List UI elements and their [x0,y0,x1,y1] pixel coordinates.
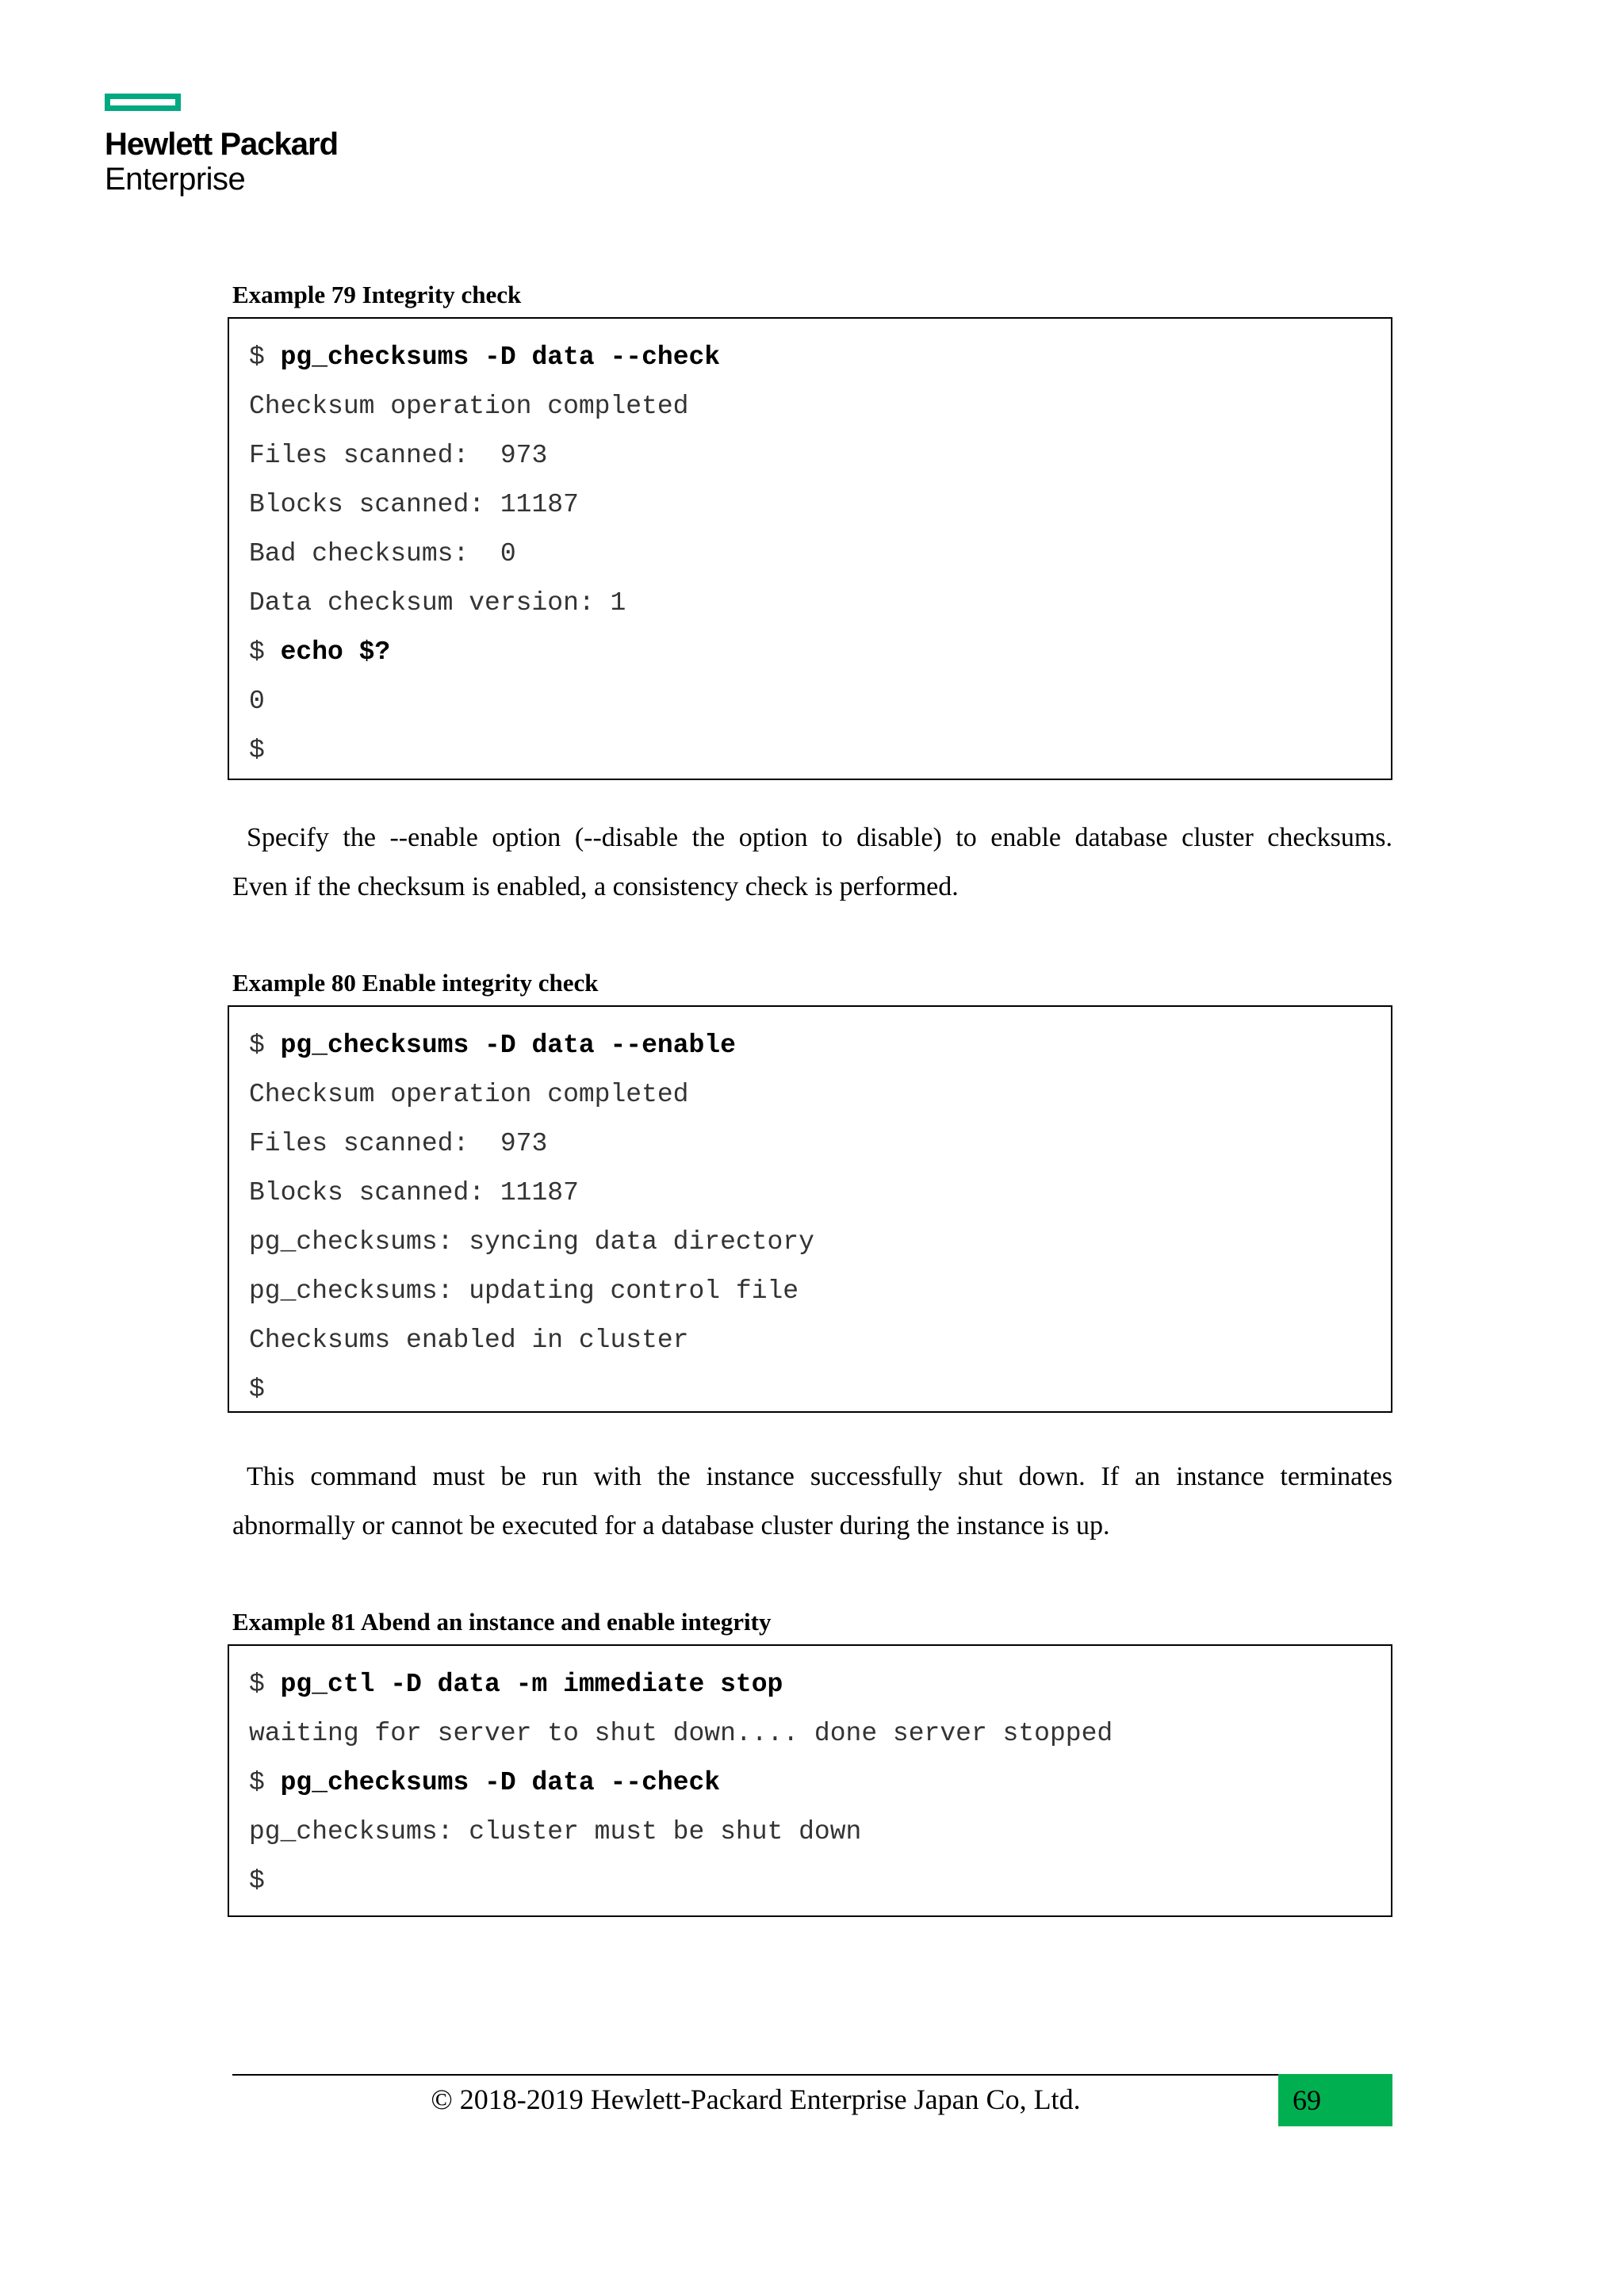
example-80-code-block [228,1005,1392,1413]
code-output-line: Files scanned: 973 [249,1129,548,1158]
paragraph-shutdown-note [232,1452,1392,1551]
code-output-line: Bad checksums: 0 [249,539,516,568]
code-line [249,1758,1391,1808]
code-output-line: Blocks scanned: 11187 [249,1178,579,1207]
code-output-line: Checksums enabled in cluster [249,1326,689,1355]
code-output-line: $ [249,1375,265,1404]
code-output-line: Checksum operation completed [249,1080,689,1109]
code-line [249,628,1391,677]
shell-prompt: $ [249,637,281,667]
page-number-badge: 69 [1278,2074,1392,2126]
code-output-line: $ [249,736,265,765]
code-output-line: Data checksum version: 1 [249,588,626,618]
shell-command: pg_ctl -D data -m immediate stop [280,1670,783,1699]
shell-prompt: $ [249,1031,281,1060]
code-output-line: Files scanned: 973 [249,441,548,470]
code-output-line: 0 [249,687,265,716]
footer-divider [232,2074,1392,2076]
example-79-code-block [228,317,1392,780]
shell-prompt: $ [249,342,281,372]
shell-prompt: $ [249,1768,281,1797]
hpe-logo [105,94,338,197]
logo-text-enterprise: Enterprise [105,162,246,197]
shell-command: pg_checksums -D data --check [280,342,721,372]
code-line [249,1021,1391,1070]
shell-prompt: $ [249,1670,281,1699]
shell-command: pg_checksums -D data --check [280,1768,721,1797]
code-output-line: pg_checksums: cluster must be shut down [249,1817,862,1846]
paragraph-enable-option [232,813,1392,912]
code-output-line: waiting for server to shut down.... done server stopped [249,1719,1113,1748]
code-line [249,1660,1391,1709]
shell-command: echo $? [280,637,391,667]
example-81-code-block [228,1644,1392,1917]
shell-command: pg_checksums -D data --enable [280,1031,736,1060]
paragraph-line: Even if the checksum is enabled, a consistency check is performed. [232,872,959,901]
code-line [249,333,1391,382]
code-output-line: Blocks scanned: 11187 [249,490,579,519]
code-output-line: pg_checksums: syncing data directory [249,1227,814,1257]
logo-text-hewlett-packard: Hewlett Packard [105,127,339,162]
paragraph-line: Specify the --enable option (--disable the option to disable) to enable database cluster checksums. [247,823,1392,852]
example-81-caption: Example 81 Abend an instance and enable integrity [232,1608,772,1636]
code-output-line: pg_checksums: updating control file [249,1276,799,1306]
footer-copyright: © 2018-2019 Hewlett-Packard Enterprise Japan Co, Ltd. [431,2084,1081,2115]
code-output-line: $ [249,1866,265,1896]
hpe-logo-rectangle [105,94,181,111]
example-80-caption: Example 80 Enable integrity check [232,969,599,997]
code-output-line: Checksum operation completed [249,392,689,421]
example-79-caption: Example 79 Integrity check [232,281,522,308]
paragraph-line: abnormally or cannot be executed for a database cluster during the instance is up. [232,1511,1110,1540]
paragraph-line: This command must be run with the instance successfully shut down. If an instance terminates [247,1462,1392,1491]
